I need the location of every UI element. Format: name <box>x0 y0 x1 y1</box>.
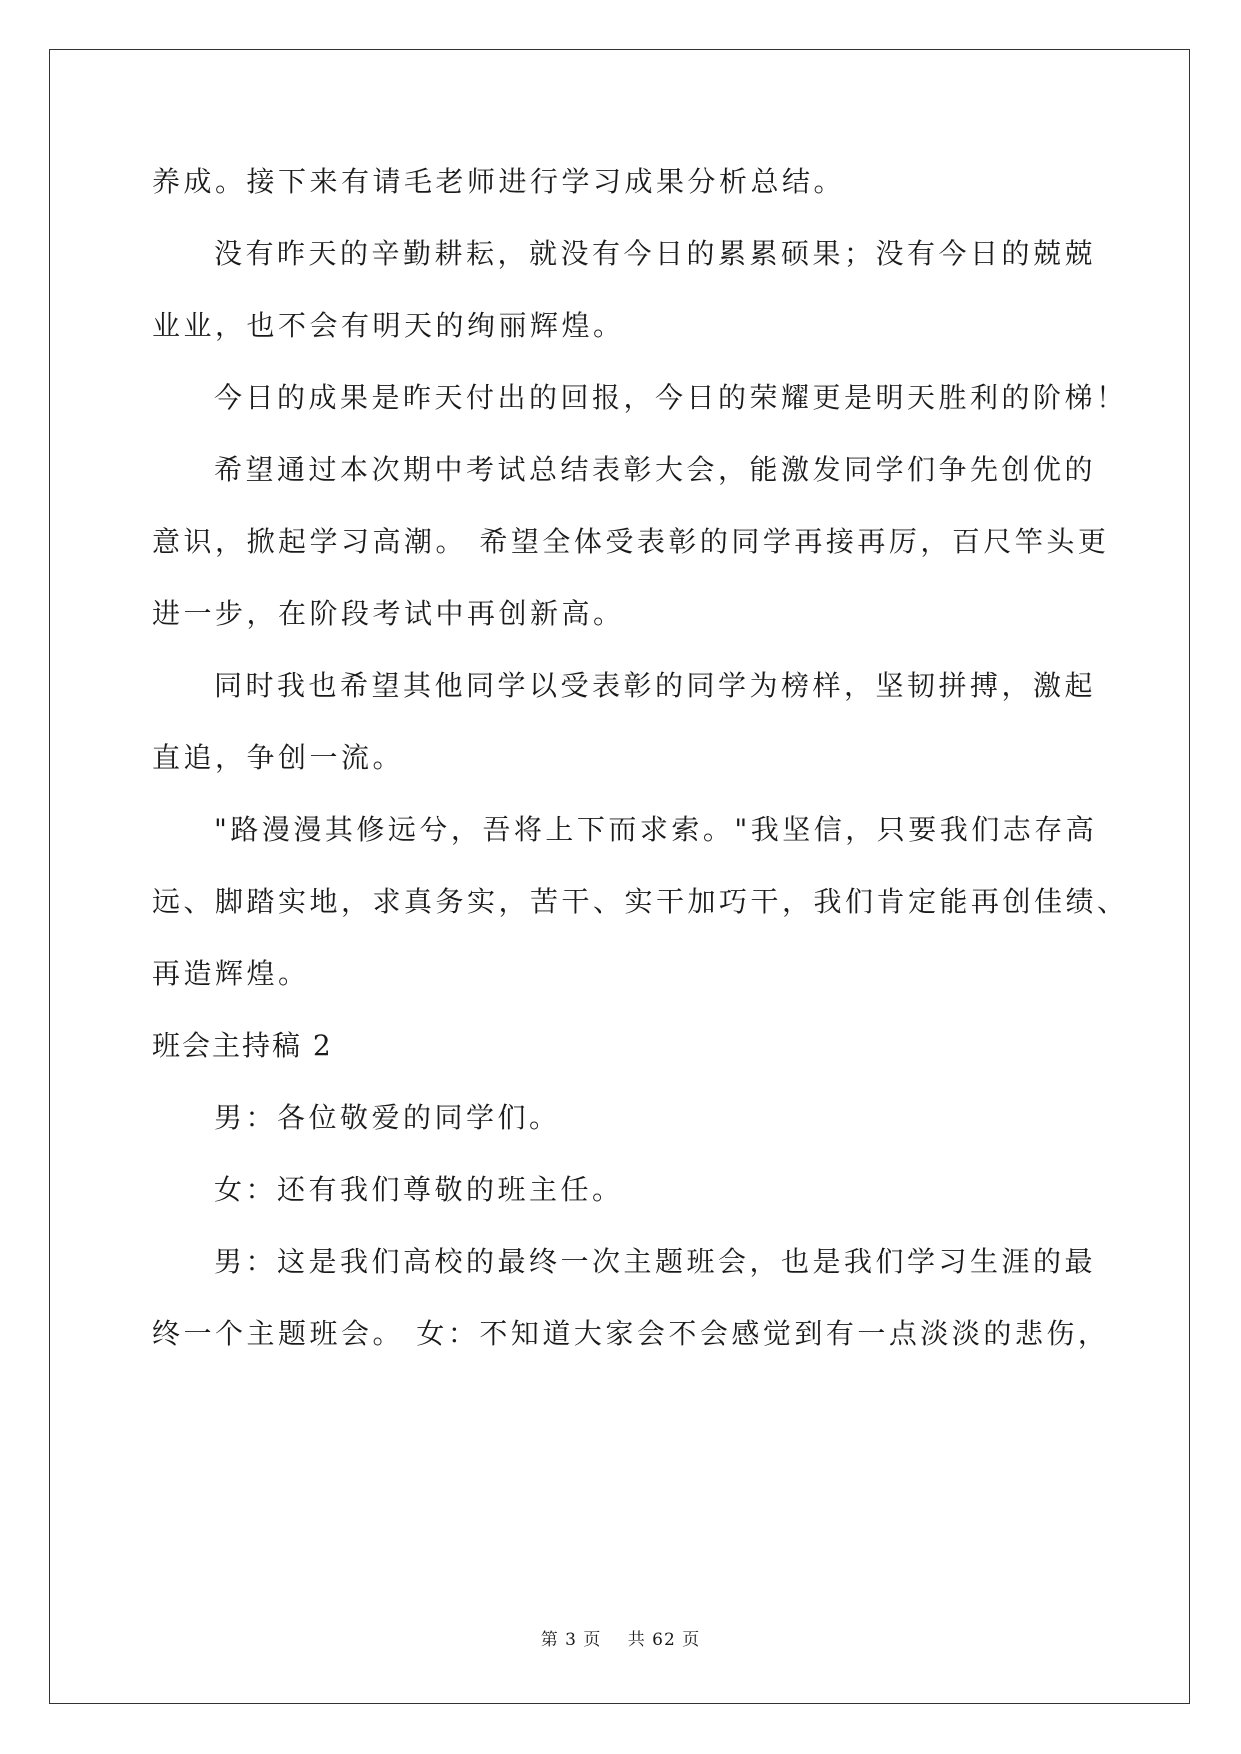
page-border <box>49 49 1190 1704</box>
text-line: 男：各位敬爱的同学们。 <box>214 1101 561 1134</box>
text-line: 男：这是我们高校的最终一次主题班会，也是我们学习生涯的最 <box>214 1245 1097 1278</box>
text-line: 进一步，在阶段考试中再创新高。 <box>152 597 625 630</box>
text-line: 业业，也不会有明天的绚丽辉煌。 <box>152 309 625 342</box>
text-line: 没有昨天的辛勤耕耘，就没有今日的累累硕果；没有今日的兢兢 <box>214 237 1097 270</box>
section-heading: 班会主持稿 2 <box>152 1029 333 1062</box>
text-line: 养成。接下来有请毛老师进行学习成果分析总结。 <box>152 165 846 198</box>
text-line: 同时我也希望其他同学以受表彰的同学为榜样，坚韧拼搏，激起 <box>214 669 1097 702</box>
text-line: 希望通过本次期中考试总结表彰大会，能激发同学们争先创优的 <box>214 453 1097 486</box>
text-line: 直追，争创一流。 <box>152 741 405 774</box>
text-line: 女：还有我们尊敬的班主任。 <box>214 1173 624 1206</box>
text-line: 意识，掀起学习高潮。 希望全体受表彰的同学再接再厉，百尺竿头更 <box>152 525 1110 558</box>
page-number: 第 3 页 <box>540 1630 602 1650</box>
text-line: 今日的成果是昨天付出的回报，今日的荣耀更是明天胜利的阶梯！ <box>214 381 1128 414</box>
text-line: 再造辉煌。 <box>152 957 310 990</box>
text-line: 终一个主题班会。 女：不知道大家会不会感觉到有一点淡淡的悲伤， <box>152 1317 1110 1350</box>
text-line: 远、脚踏实地，求真务实，苦干、实干加巧干，我们肯定能再创佳绩、 <box>152 885 1129 918</box>
text-line: "路漫漫其修远兮，吾将上下而求索。"我坚信，只要我们志存高 <box>214 813 1098 846</box>
page-total: 共 62 页 <box>627 1630 701 1650</box>
page-footer <box>0 1628 1241 1652</box>
